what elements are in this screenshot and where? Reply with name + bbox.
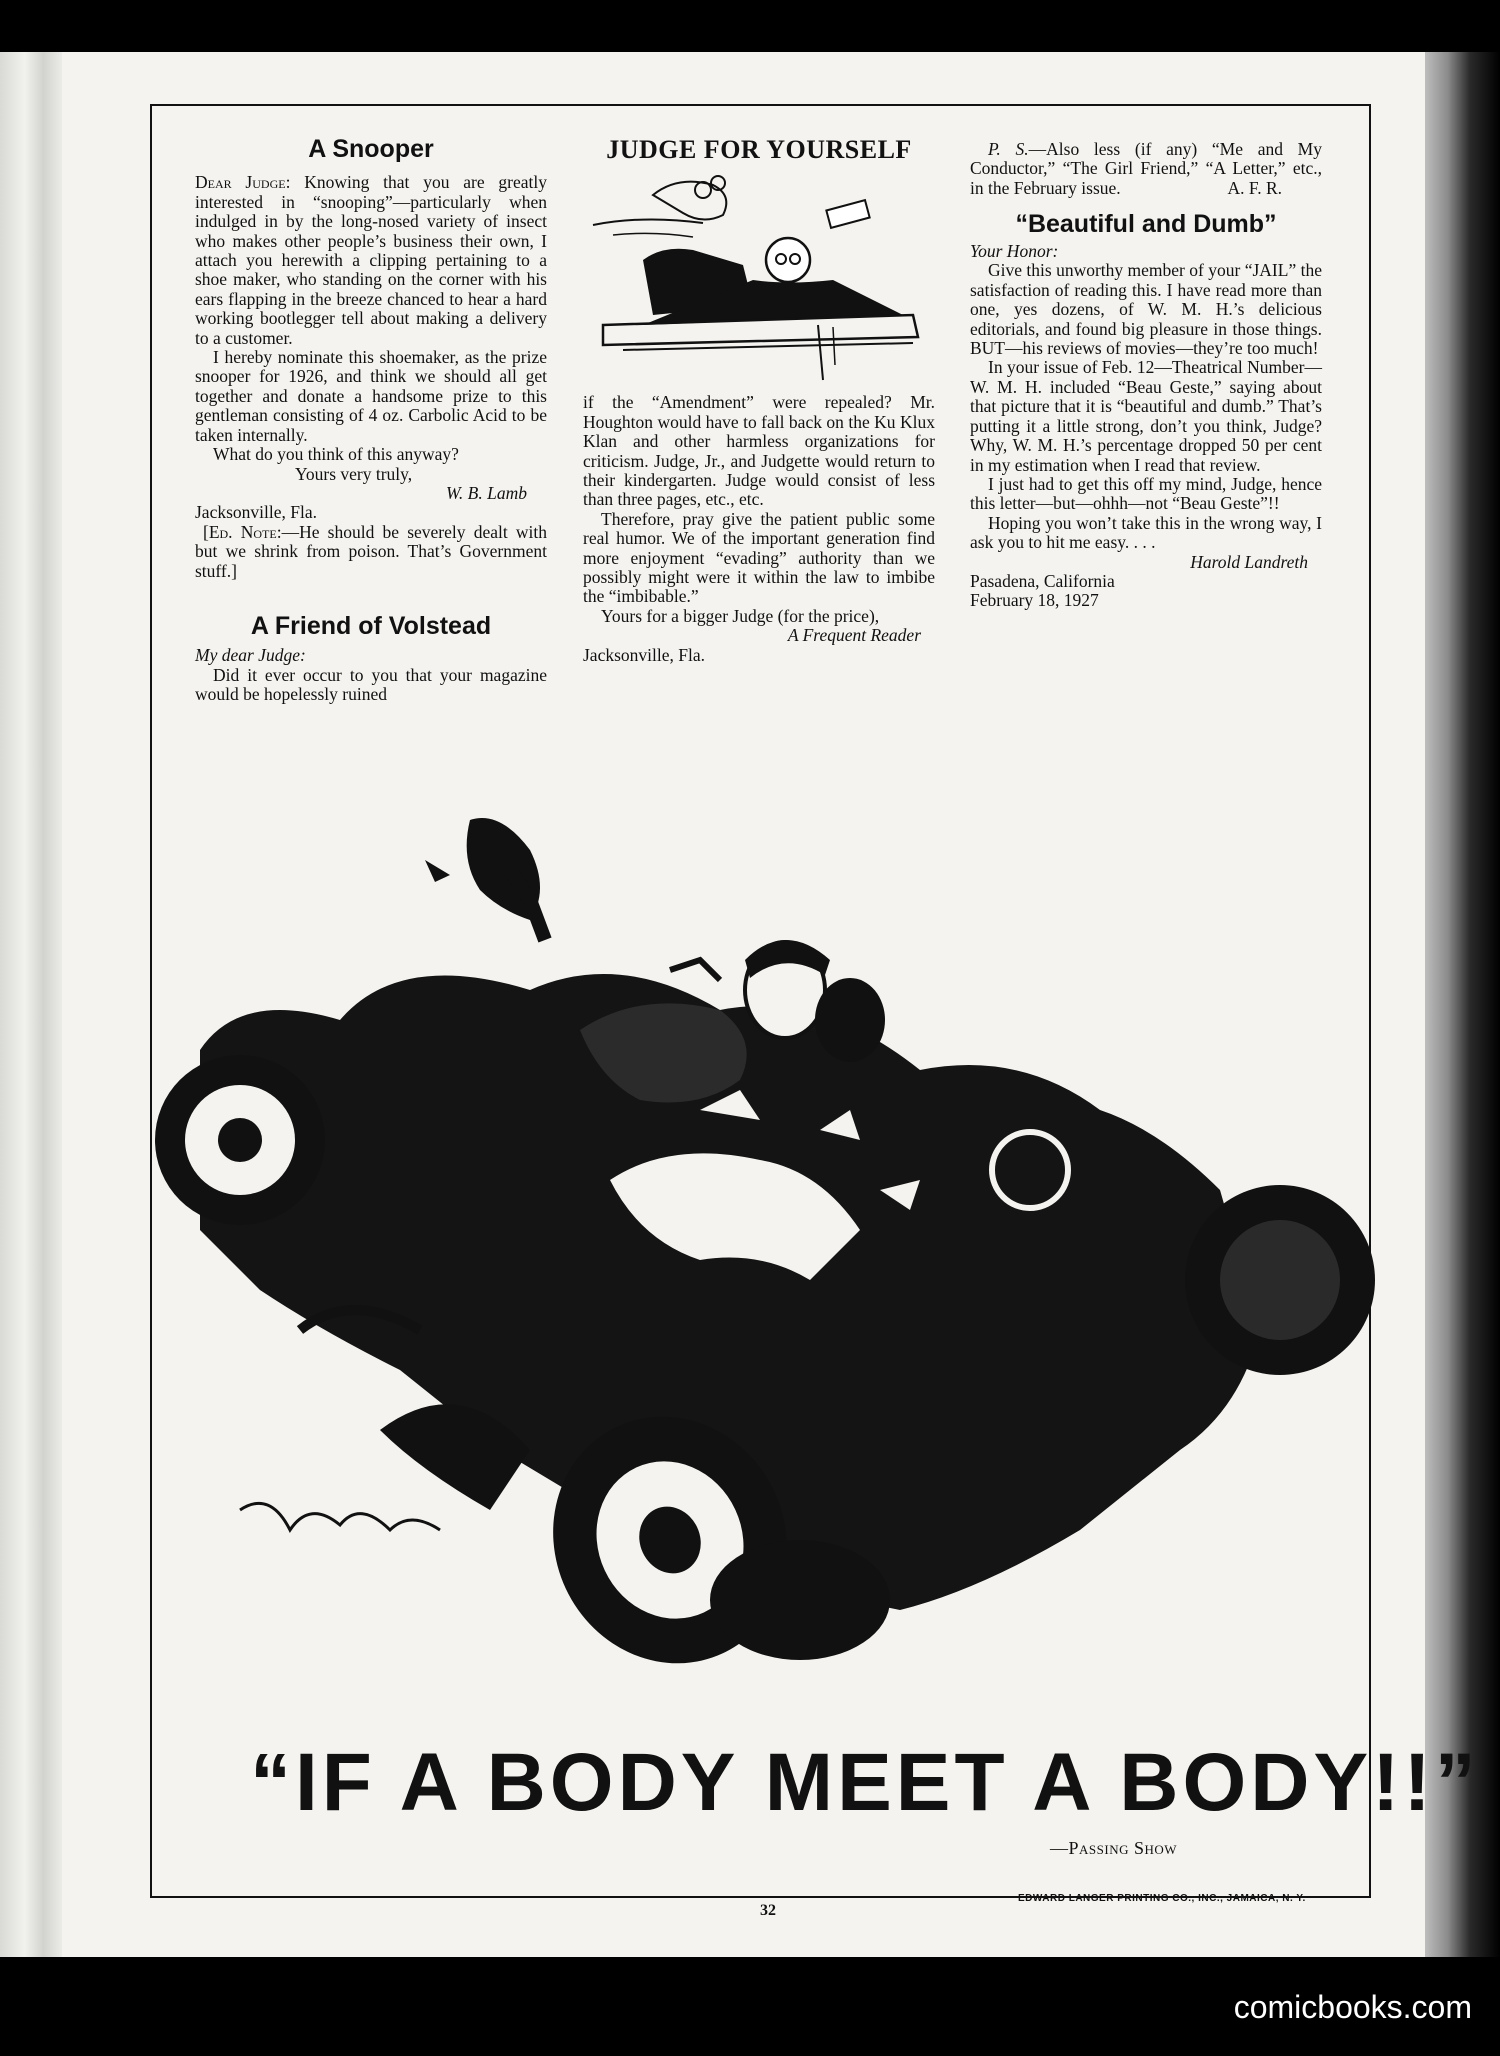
site-watermark: comicbooks.com xyxy=(1233,1989,1472,2025)
letter-place: Jacksonville, Fla. xyxy=(583,644,705,665)
letter-signature: Harold Landreth xyxy=(1190,551,1308,572)
letter-paragraph: Yours for a bigger Judge (for the price), xyxy=(601,605,880,626)
cartoon-credit: —Passing Show xyxy=(1050,1838,1178,1858)
letter-paragraph: Hoping you won’t take this in the wrong way, I ask you to hit me easy. . . . xyxy=(970,512,1322,553)
article-heading-friend-of-volstead: A Friend of Volstead xyxy=(250,611,492,640)
letter-paragraph: I just had to get this off my mind, Judge, hence this letter—but—ohhh—not “Beau Geste”!! xyxy=(970,473,1322,514)
letter-paragraph: Dear Judge: Knowing that you are greatly interested in “snooping”—particularly when indulged in by the long-nosed variety of insect who makes other people’s business their own, I attach you herewith a clipping pertaining to a shoe maker, who standing on the corner with his ears flapping in the breeze chanced to hear a hard working bootlegger tell about making a delivery to a customer. xyxy=(195,172,547,348)
letter-date: February 18, 1927 xyxy=(970,590,1099,611)
letter-paragraph: Give this unworthy member of your “JAIL” the satisfaction of reading this. I have read more than one, yes dozens, of W. M. H.’s delicious editorials, and found big pleasure in those things. BUT—his reviews of movies—they’re too much! xyxy=(970,260,1322,359)
binding-gutter xyxy=(0,52,62,1957)
letter-paragraph: if the “Amendment” were repealed? Mr. Houghton would have to fall back on the Ku Klux Klan and other harmless organizations for criticism. Judge, Jr., and Judgette would return to their kindergarten. Judge would consist of less than three pages, etc., etc. xyxy=(583,392,935,510)
letter-signature: W. B. Lamb xyxy=(445,482,527,503)
letter-place: Jacksonville, Fla. xyxy=(195,502,317,523)
salutation: My dear Judge: xyxy=(195,645,306,666)
judge-sketch-illustration xyxy=(583,165,935,385)
postscript: P. S.—Also less (if any) “Me and My Conductor,” “The Girl Friend,” “A Letter,” etc., in the February issue. xyxy=(970,139,1322,198)
printer-credit: EDWARD LANGER PRINTING CO., INC., JAMAICA, N. Y. xyxy=(1018,1893,1306,1904)
postscript-initials: A. F. R. xyxy=(1227,178,1282,199)
letter-paragraph: I hereby nominate this shoemaker, as the prize snooper for 1926, and think we should all get together and donate a handsome prize to this gentleman consisting of 4 oz. Carbolic Acid to be taken internally. xyxy=(195,347,547,445)
column-2 xyxy=(583,135,935,665)
letter-place: Pasadena, California xyxy=(970,570,1115,591)
cartoon-lettering: “IF A BODY MEET A BODY!!” xyxy=(250,1737,1480,1828)
letter-paragraph: What do you think of this anyway? xyxy=(213,444,459,465)
article-heading-beautiful-and-dumb: “Beautiful and Dumb” xyxy=(1015,209,1277,238)
column-heading-judge-for-yourself: JUDGE FOR YOURSELF xyxy=(606,135,912,164)
letter-paragraph: Therefore, pray give the patient public some real humor. We of the important generation find more enjoyment “evading” authority than we possibly might were it within the law to imbibe the “imbibable.” xyxy=(583,508,935,607)
salutation: Your Honor: xyxy=(970,241,1059,262)
page-edge-shadow xyxy=(1425,52,1500,1957)
car-crash-cartoon xyxy=(200,810,1480,1835)
letter-signature: A Frequent Reader xyxy=(787,625,921,646)
letter-closing: Yours very truly, xyxy=(295,463,413,484)
page-number: 32 xyxy=(760,1902,776,1919)
letter-paragraph: In your issue of Feb. 12—Theatrical Number—W. M. H. included “Beau Geste,” saying about that picture that it is “beautiful and dumb.” That’s putting it a little strong, don’t you think, Judge? Why, W. M. H.’s percentage dropped 50 per cent in my estimation when I read that review. xyxy=(970,357,1322,475)
editor-note: [Ed. Note:—He should be severely dealt with but we shrink from poison. That’s Government stuff.] xyxy=(195,521,547,581)
salutation: Dear Judge: xyxy=(195,172,291,193)
column-3 xyxy=(970,140,1322,611)
letter-paragraph: Did it ever occur to you that your magazine would be hopelessly ruined xyxy=(195,664,547,705)
article-heading-a-snooper: A Snooper xyxy=(308,135,434,163)
column-1 xyxy=(195,135,547,705)
